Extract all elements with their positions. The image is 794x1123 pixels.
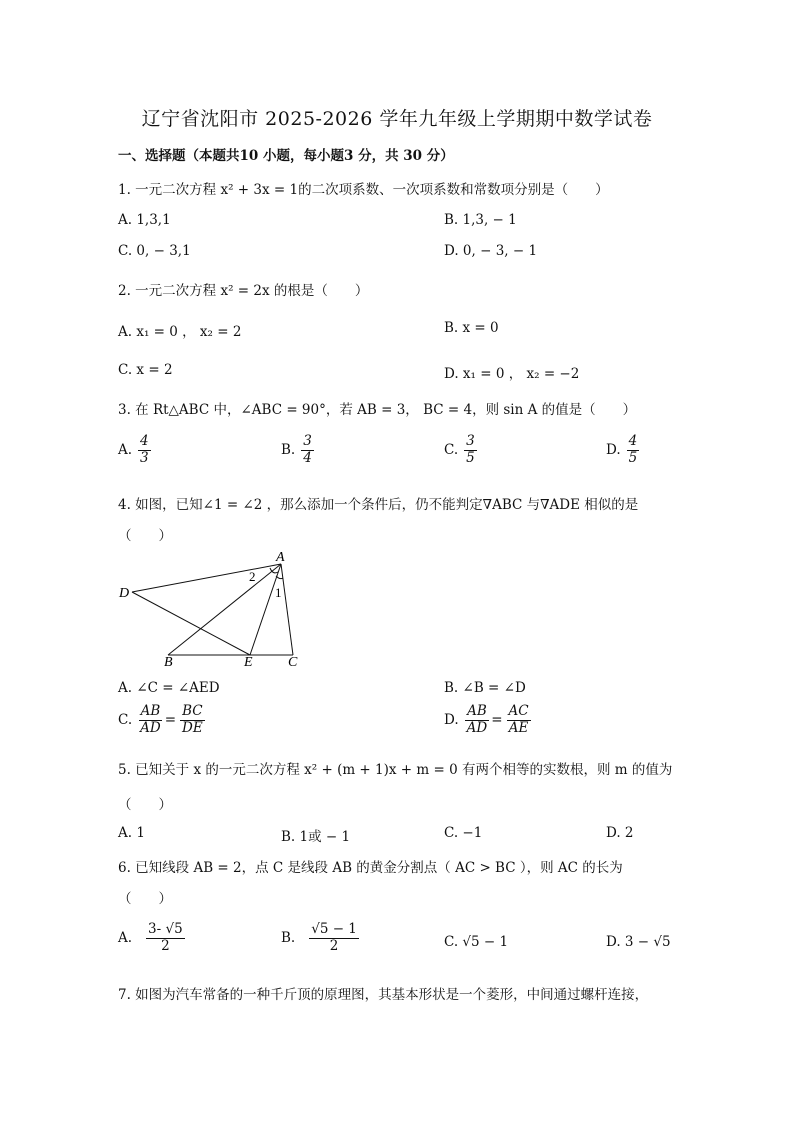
q4-option-d-fraction-2: $\frac{AC}{AE}$ [508,703,529,736]
q3-option-b-label: B. [281,442,296,459]
question-4-paren: （ ） [118,528,172,544]
q5-option-c: C. −1 [444,825,483,841]
q5-option-d: D. 2 [606,825,634,841]
q3-option-b-fraction: $\frac{3}{4}$ [303,433,312,466]
question-1-stem: 1. 一元二次方程 x² + 3x = 1的二次项系数、一次项系数和常数项分别是（ ） [118,182,609,198]
section-heading: 一、选择题（本题共10 小题，每小题3 分，共 30 分） [118,148,454,164]
q6-option-a-label: A. [118,930,133,947]
q6-option-a-fraction: $\frac{3- √5}{2}$ [148,921,183,954]
q3-option-d-label: D. [606,442,621,459]
q1-option-c: C. 0, − 3,1 [118,243,191,259]
q4-option-c-fraction-1: $\frac{AB}{AD}$ [140,703,161,736]
q4-option-a: A. ∠C = ∠AED [118,680,220,696]
q4-option-b: B. ∠B = ∠D [444,680,526,696]
angle-2-label: 2 [249,569,256,584]
question-2-stem: 2. 一元二次方程 x² = 2x 的根是（ ） [118,283,369,299]
q4-option-d-fraction-1: $\frac{AB}{AD}$ [466,703,488,736]
q3-option-a [118,434,151,466]
question-6-stem: 6. 已知线段 AB = 2，点 C 是线段 AB 的黄金分割点（ AC > BC ），则 AC 的长为 [118,860,623,876]
question-6-paren: （ ） [118,891,172,907]
q1-option-d: D. 0, − 3, − 1 [444,243,538,259]
q2-option-c: C. x = 2 [118,362,173,378]
q4-option-d-equals: = [491,712,503,729]
angle-1-label: 1 [275,585,282,600]
q2-option-d: D. x₁ = 0 ， x₂ = −2 [444,366,580,382]
q2-option-a: A. x₁ = 0 ， x₂ = 2 [118,324,242,340]
q4-option-c-equals: = [164,712,177,729]
point-e-label: E [244,655,253,670]
q3-option-d [606,434,639,466]
point-b-label: B [164,655,173,670]
point-a-label: A [276,550,285,565]
q3-option-d-fraction: $\frac{4}{5}$ [628,433,638,466]
q3-option-c-fraction: $\frac{3}{5}$ [466,433,475,466]
q6-option-c: C. √5 − 1 [444,934,509,950]
line-ca [281,564,293,655]
page-title: 辽宁省沈阳市 2025-2026 学年九年级上学期期中数学试卷 [141,108,653,130]
line-da [132,564,281,592]
q1-option-a: A. 1,3,1 [118,212,171,228]
q1-option-b: B. 1,3, − 1 [444,212,517,228]
question-5-paren: （ ） [118,797,172,813]
q4-triangle-figure [110,545,310,670]
question-3-stem: 3. 在 Rt△ABC 中，∠ABC = 90°，若 AB = 3， BC = 4，则 sin A 的值是（ ） [118,402,637,418]
q3-option-b [281,434,314,466]
q4-option-c-label: C. [118,712,133,729]
q5-option-b: B. 1或 − 1 [281,829,351,845]
q3-option-a-fraction: $\frac{4}{3}$ [140,433,149,466]
question-7-stem: 7. 如图为汽车常备的一种千斤顶的原理图，其基本形状是一个菱形，中间通过螺杆连接， [118,987,649,1003]
question-5-stem: 5. 已知关于 x 的一元二次方程 x² + (m + 1)x + m = 0 有两个相等的实数根，则 m 的值为 [118,762,673,778]
q6-option-d: D. 3 − √5 [606,934,671,950]
angle-1-arc [276,576,283,579]
q5-option-a: A. 1 [118,825,145,841]
point-c-label: C [288,655,298,670]
q6-option-b-label: B. [281,930,296,947]
q6-option-a [118,922,185,954]
q3-option-c-label: C. [444,442,459,459]
q4-option-d [444,704,531,736]
q6-option-b-fraction: $\frac{√5 - 1}{2}$ [311,921,357,954]
q2-option-b: B. x = 0 [444,320,499,336]
line-de [132,592,250,655]
q3-option-a-label: A. [118,442,133,459]
question-4-stem: 4. 如图，已知∠1 = ∠2 ，那么添加一个条件后，仍不能判定∇ABC 与∇ADE 相似的是 [118,497,639,513]
q4-option-c-fraction-2: $\frac{BC}{DE}$ [182,703,203,736]
q3-option-c [444,434,477,466]
q4-option-d-label: D. [444,712,459,729]
q6-option-b [281,922,359,954]
q4-option-c [118,704,205,736]
point-d-label: D [119,586,130,601]
